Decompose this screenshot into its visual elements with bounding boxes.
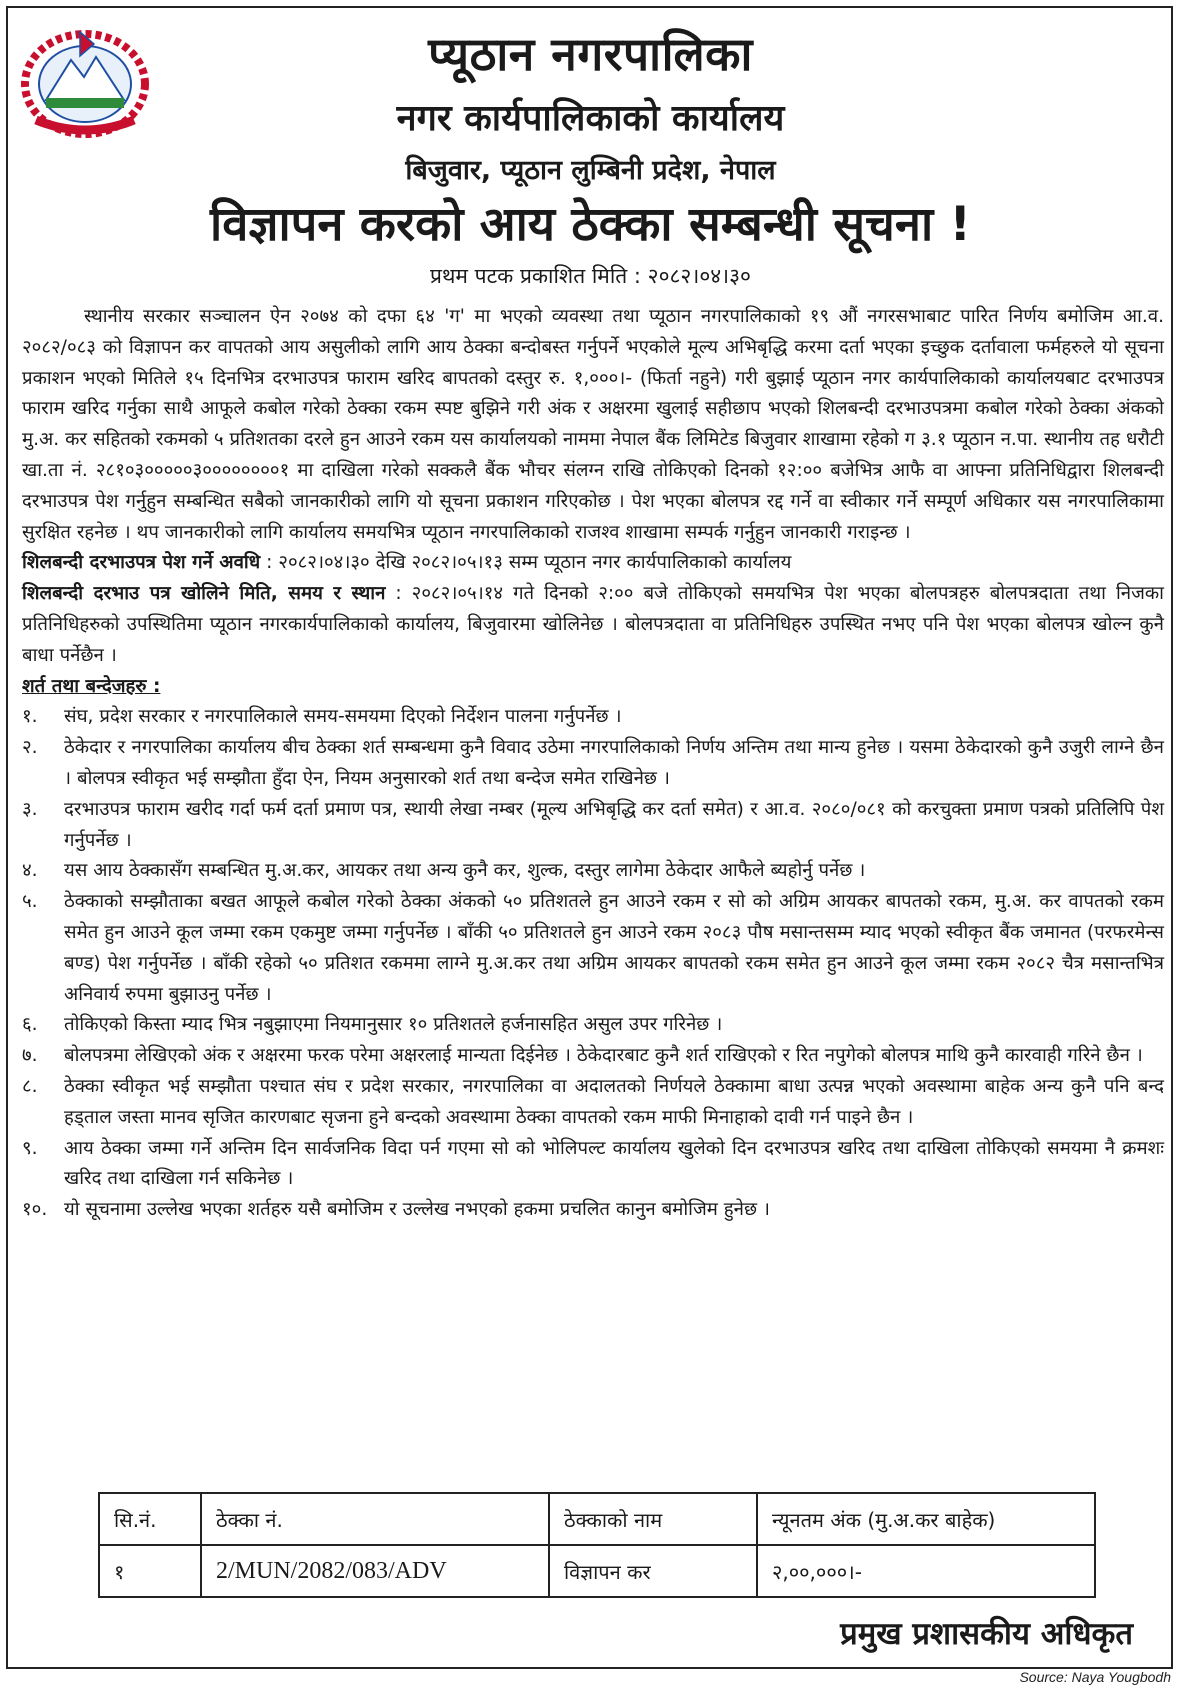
cell-minimum-amount: २,००,०००।-: [757, 1545, 1095, 1597]
col-contract-name: ठेक्काको नाम: [549, 1493, 757, 1545]
office-address: बिजुवार, प्यूठान लुम्बिनी प्रदेश, नेपाल: [405, 155, 776, 186]
published-date: प्रथम पटक प्रकाशित मिति : २०८२।०४।३०: [430, 264, 751, 288]
submission-period-text: : २०८२।०४।३० देखि २०८२।०५।१३ सम्म प्यूठान नगर कार्यपालिकाको कार्यालय: [266, 552, 792, 574]
col-contract-no: ठेक्का नं.: [201, 1493, 549, 1545]
intro-paragraph: स्थानीय सरकार सञ्चालन ऐन २०७४ को दफा ६४ 'ग' मा भएको व्यवस्था तथा प्यूठान नगरपालिकाको १९ औं नगरसभाबाट पारित निर्णय बमोजिम आ.व. २०८२/०८३ को विज्ञापन कर वापतको आय असुलीको लागि आय ठेक्का बन्दोबस्त गर्नुपर्ने भएकोले मूल्य अभिबृद्धि करमा दर्ता भएका इच्छुक दर्तावाला फर्महरुले यो सूचना प्रकाशन भएको मितिले १५ दिनभित्र दरभाउपत्र फाराम खरिद बापतको दस्तुर रु. १,०००।- (फिर्ता नहुने) गरी बुझाई प्यूठान नगर कार्यपालिकाको कार्यालयबाट दरभाउपत्र फाराम खरिद गर्नुका साथै आफूले कबोल गरेको ठेक्का रकम स्पष्ट बुझिने गरी अंक र अक्षरमा खुलाई सहीछाप भएको शिलबन्दी दरभाउपत्रमा कबोल गरेको ठेक्का अंकको मु.अ. कर सहितको रकमको ५ प्रतिशतका दरले हुन आउने रकम यस कार्यालयको नाममा नेपाल बैंक लिमिटेड बिजुवार शाखामा रहेको ग ३.१ प्यूठान न.पा. स्थानीय तह धरौटी खा.ता नं. २८१०३०००००३००००००००१ मा दाखिला गरेको सक्कलै बैंक भौचर संलग्न राखि तोकिएको दिनको १२:०० बजेभित्र आफै वा आफ्ना प्रतिनिधिद्वारा शिलबन्दी दरभाउपत्र पेश गर्नुहुन सम्बन्धित सबैको जानकारीको लागि यो सूचना प्रकाशन गरिएकोछ । पेश भएका बोलपत्र रद्द गर्ने वा स्वीकार गर्ने सम्पूर्ण अधिकार यस नगरपालिकामा सुरक्षित रहनेछ । थप जानकारीको लागि कार्यालय समयभित्र प्यूठान नगरपालिकाको राजश्व शाखामा सम्पर्क गर्नुहुन जानकारी गराइन्छ ।: [22, 306, 1164, 543]
list-item: २. ठेकेदार र नगरपालिका कार्यालय बीच ठेक्का शर्त सम्बन्धमा कुनै विवाद उठेमा नगरपालिकाको निर्णय अन्तिम तथा मान्य हुनेछ । यसमा ठेकेदारको कुनै उजुरी लाग्ने छैन । बोलपत्र स्वीकृत भई सम्झौता हुँदा ऐन, नियम अनुसारको शर्त तथा बन्देज समेत राखिनेछ ।: [22, 737, 1164, 789]
table-header-row: [99, 1493, 1095, 1545]
list-item: ३. दरभाउपत्र फाराम खरीद गर्दा फर्म दर्ता प्रमाण पत्र, स्थायी लेखा नम्बर (मूल्य अभिबृद्धि कर दर्ता समेत) र आ.व. २०८०/०८१ को करचुक्ता प्रमाण पत्रको प्रतिलिपि पेश गर्नुपर्नेछ ।: [22, 798, 1164, 851]
list-item: ८. ठेक्का स्वीकृत भई सम्झौता पश्चात संघ र प्रदेश सरकार, नगरपालिका वा अदालतको निर्णयले ठेक्कामा बाधा उत्पन्न भएको अवस्थामा बाहेक अन्य कुनै पनि बन्द हड्ताल जस्ता मानव सृजित कारणबाट सृजना हुने बन्दको अवस्थामा ठेक्का वापतको रकम माफी मिनाहाको दावी गर्न पाइने छैन ।: [22, 1075, 1164, 1128]
list-item: ४. यस आय ठेक्कासँग सम्बन्धित मु.अ.कर, आयकर तथा अन्य कुनै कर, शुल्क, दस्तुर लागेमा ठेकेदार आफैले ब्यहोर्नु पर्नेछ ।: [22, 860, 866, 882]
opening-details-text: : २०८२।०५।१४ गते दिनको २:०० बजे तोकिएको समयभित्र पेश भएका बोलपत्रहरु बोलपत्रदाता तथा निजका प्रतिनिधिहरुको उपस्थितिमा प्यूठान नगरकार्यपालिकाको कार्यालय, बिजुवारमा खोलिनेछ । बोलपत्रदाता वा प्रतिनिधिहरु उपस्थित नभए पनि पेश भएका बोलपत्र खोल्न कुनै बाधा पर्नेछैन ।: [22, 583, 1164, 666]
municipality-name: प्यूठान नगरपालिका: [428, 27, 753, 81]
table-row: [99, 1545, 1095, 1597]
opening-details-label: शिलबन्दी दरभाउ पत्र खोलिने मिति, समय र स्थान: [22, 583, 386, 605]
tender-table: [98, 1492, 1096, 1598]
source-credit: Source: Naya Yougbodh: [1019, 1669, 1171, 1685]
list-item: १. संघ, प्रदेश सरकार र नगरपालिकाले समय-समयमा दिएको निर्देशन पालना गर्नुपर्नेछ ।: [22, 706, 622, 728]
office-name: नगर कार्यपालिकाको कार्यालय: [396, 98, 785, 139]
col-minimum-amount: न्यूनतम अंक (मु.अ.कर बाहेक): [757, 1493, 1095, 1545]
cell-contract-name: विज्ञापन कर: [549, 1545, 757, 1597]
cell-serial: १: [99, 1545, 201, 1597]
list-item: ५. ठेक्काको सम्झौताका बखत आफूले कबोल गरेको ठेक्का अंकको ५० प्रतिशतले हुन आउने रकम र सो को अग्रिम आयकर बापतको रकम, मु.अ. कर वापतको रकम समेत हुन आउने कूल जम्मा रकम एकमुष्ट जम्मा गर्नुपर्नेछ । बाँकी ५० प्रतिशतले हुन आउने रकम २०८३ पौष मसान्तसम्म म्याद भएको स्वीकृत बैंक जमानत (परफरमेन्स बण्ड) पेश गर्नुपर्नेछ । बाँकी रहेको ५० प्रतिशत रकममा लाग्ने मु.अ.कर तथा अग्रिम आयकर बापतको रकम समेत हुन आउने कूल जम्मा रकम २०८२ चैत्र मसान्तभित्र अनिवार्य रुपमा बुझाउनु पर्नेछ ।: [22, 891, 1164, 1005]
col-serial: सि.नं.: [99, 1493, 201, 1545]
notice-body: [22, 302, 1164, 1226]
cell-contract-no: 2/MUN/2082/083/ADV: [201, 1545, 549, 1597]
list-item: ९. आय ठेक्का जम्मा गर्ने अन्तिम दिन सार्वजनिक विदा पर्न गएमा सो को भोलिपल्ट कार्यालय खुलेको दिन दरभाउपत्र खरिद तथा दाखिला तोकिएको समयमा नै क्रमशः खरिद तथा दाखिला गर्न सकिनेछ ।: [22, 1137, 1164, 1190]
notice-title: विज्ञापन करको आय ठेक्का सम्बन्धी सूचना !: [210, 197, 971, 252]
conditions-title: शर्त तथा बन्देजहरु :: [22, 675, 161, 697]
list-item: ७. बोलपत्रमा लेखिएको अंक र अक्षरमा फरक परेमा अक्षरलाई मान्यता दिईनेछ । ठेकेदारबाट कुनै शर्त राखिएको र रित नपुगेको बोलपत्र माथि कुनै कारवाही गरिने छैन ।: [22, 1045, 1143, 1067]
list-item: १०. यो सूचनामा उल्लेख भएका शर्तहरु यसै बमोजिम र उल्लेख नभएको हकमा प्रचलित कानुन बमोजिम हुनेछ ।: [22, 1199, 770, 1221]
opening-details: [22, 579, 1164, 671]
list-item: ६. तोकिएको किस्ता म्याद भित्र नबुझाएमा नियमानुसार १० प्रतिशतले हर्जनासहित असुल उपर गरिनेछ ।: [22, 1014, 723, 1036]
conditions-list: [22, 702, 1164, 1226]
signature-title: प्रमुख प्रशासकीय अधिकृत: [840, 1616, 1133, 1652]
submission-period-label: शिलबन्दी दरभाउपत्र पेश गर्ने अवधि: [22, 552, 261, 574]
submission-period: [22, 548, 1164, 579]
